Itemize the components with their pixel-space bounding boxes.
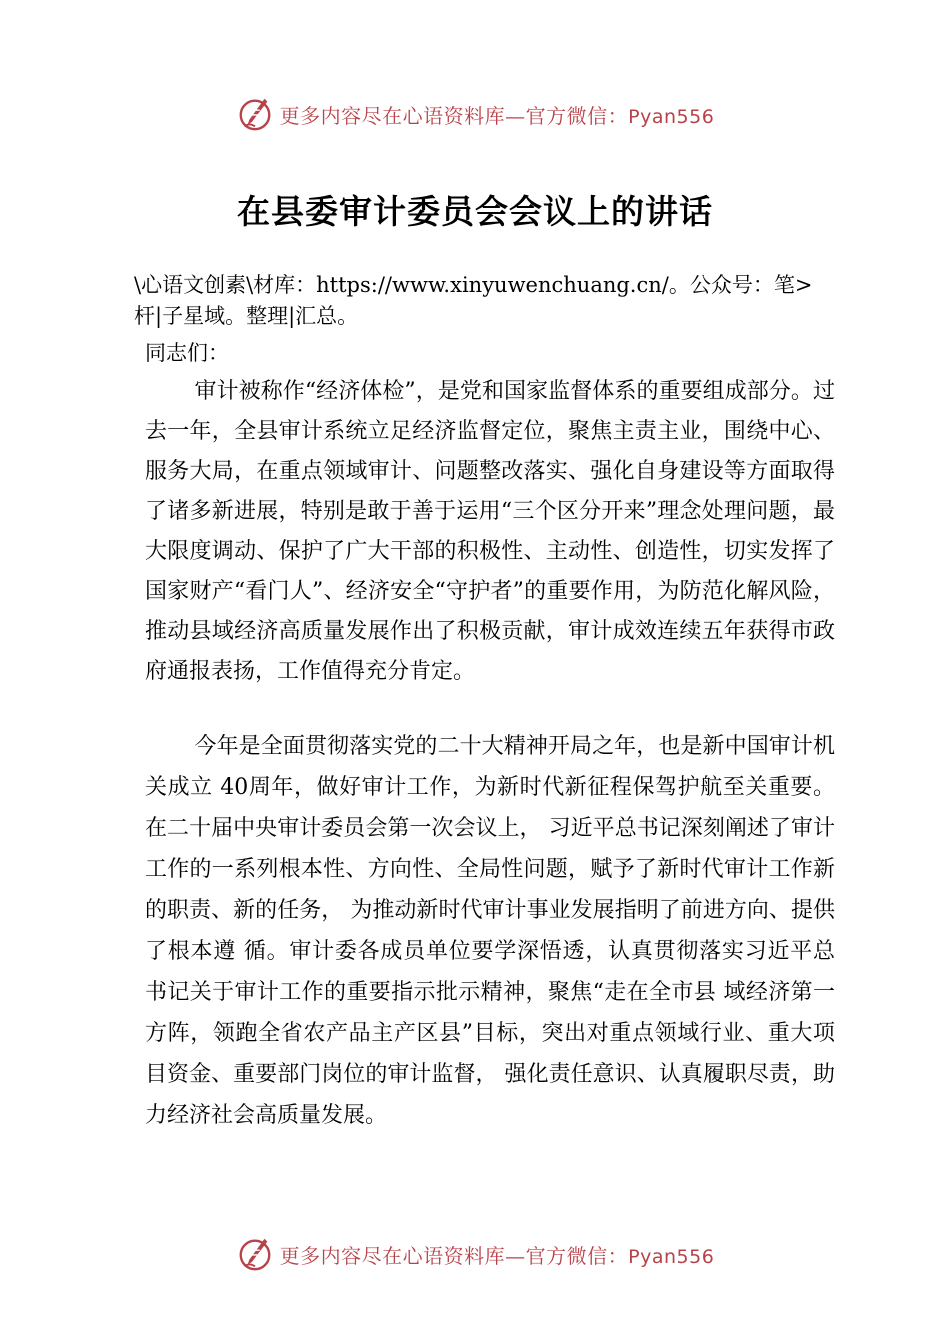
wechat-id: Pyan556 xyxy=(628,105,715,128)
footer-banner xyxy=(0,1234,950,1274)
salutation: 同志们： xyxy=(145,341,229,365)
quill-pen-logo-icon xyxy=(236,1235,274,1273)
header-banner xyxy=(0,94,950,134)
banner-text: 更多内容尽在心语资料库—官方微信：Pyan556 xyxy=(279,103,715,128)
quill-pen-logo-icon xyxy=(236,95,274,133)
wechat-id: Pyan556 xyxy=(628,1245,715,1268)
banner-text: 更多内容尽在心语资料库—官方微信：Pyan556 xyxy=(279,1243,715,1268)
document-title: 在县委审计委员会会议上的讲话 xyxy=(237,192,713,231)
body-paragraph-2: 今年是全面贯彻落实党的二十大精神开局之年，也是新中国审计机关成立 40周年，做好审计工作，为新时代新征程保驾护航至关重要。在二十届中央审计委员会第一次会议上， 习近平总书记深刻阐述了审计工作的一系列根本性、方向性、全局性问题，赋予了新时代审计工作新的职责、新的任务， 为推动新时代审计事业发展指明了前进方向、提供了根本遵 循。审计委各成员单位要学深悟透，认真贯彻落实习近平总 书记关于审计工作的重要指示批示精神，聚焦“走在全市县 域经济第一方阵，领跑全省农产品主产区县”目标，突出对重点领域行业、重大项目资金、重要部门岗位的审计监督， 强化责任意识、认真履职尽责，助力经济社会高质量发展。 xyxy=(145,734,835,1128)
source-note: \心语文创素\材库：https://www.xinyuwenchuang.cn/。公众号：笔>杆|子星域。整理|汇总。 xyxy=(134,273,813,328)
body-paragraph-1: 审计被称作“经济体检”，是党和国家监督体系的重要组成部分。过去一年，全县审计系统立足经济监督定位，聚焦主责主业，围绕中心、服务大局，在重点领域审计、问题整改落实、强化自身建设等方面取得了诸多新进展，特别是敢于善于运用“三个区分开来”理念处理问题，最大限度调动、保护了广大干部的积极性、主动性、创造性，切实发挥了国家财产“看门人”、经济安全“守护者”的重要作用，为防范化解风险，推动县域经济高质量发展作出了积极贡献，审计成效连续五年获得市政府通报表扬，工作值得充分肯定。 xyxy=(145,379,835,684)
